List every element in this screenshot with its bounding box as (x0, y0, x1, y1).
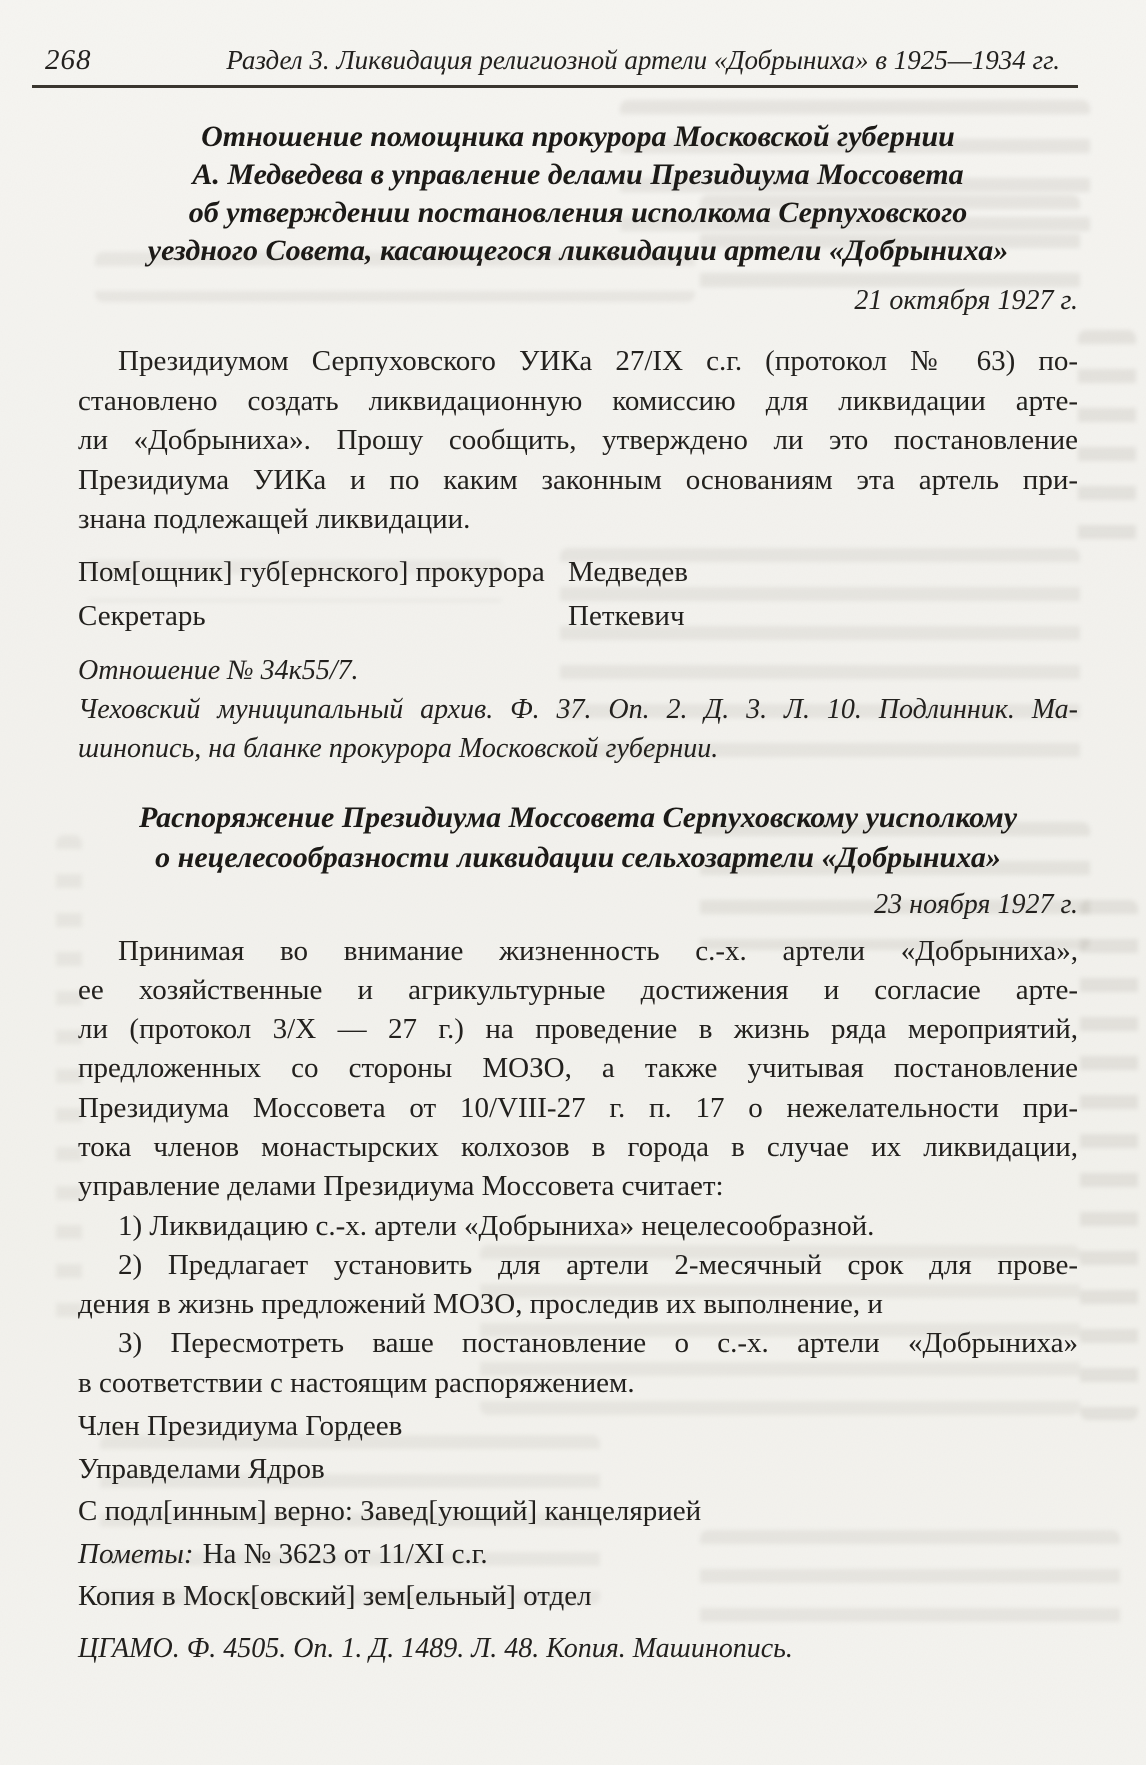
text-line: шинопись, на бланке прокурора Московской губернии. (78, 732, 719, 764)
text-line: 3) Пересмотреть ваше постановление о с.-х. артели «Добрыниха» (118, 1327, 1078, 1360)
doc2-resolution-items (78, 1207, 1078, 1403)
text-line: Член Президиума Гордеев (78, 1410, 403, 1443)
text-line: Президиума Моссовета от 10/VIII-27 г. п. 17 о нежелательности при- (78, 1091, 1078, 1124)
doc2-signatures (78, 1405, 1078, 1533)
text-line: предложенных со стороны МОЗО, а также учитывая постановление (78, 1052, 1078, 1085)
bleedthrough-artifact (1080, 900, 1138, 1420)
notes-text: На № 3623 от 11/XI с.г. (202, 1537, 488, 1570)
text-line: уездного Совета, касающегося ликвидации артели «Добрыниха» (147, 234, 1009, 267)
text-line: С подл[инным] верно: Завед[ующий] канцелярией (78, 1495, 702, 1528)
doc1-title (78, 118, 1078, 270)
text-line: Принимая во внимание жизненность с.-х. артели «Добрыниха», (118, 934, 1078, 967)
text-line: Президиума УИКа и по каким законным основаниям эта артель при- (78, 463, 1078, 496)
resolution-item-1 (78, 1207, 1078, 1246)
text-line: Распоряжение Президиума Моссовета Серпуховскому уисполкому (138, 800, 1018, 834)
signature-role: Секретарь (78, 599, 206, 632)
doc1-date: 21 октября 1927 г. (854, 285, 1078, 316)
running-head-title: Раздел 3. Ликвидация религиозной артели «Добрыниха» в 1925—1934 гг. (226, 45, 1060, 75)
text-line: Управделами Ядров (78, 1452, 325, 1485)
notes-label: Пометы: (78, 1537, 194, 1570)
text-line: Отношение помощника прокурора Московской губернии (201, 120, 955, 153)
text-line: 1) Ликвидацию с.-х. артели «Добрыниха» нецелесообразной. (118, 1209, 875, 1242)
doc2-archive-citation: ЦГАМО. Ф. 4505. Оп. 1. Д. 1489. Л. 48. Копия. Машинопись. (78, 1632, 793, 1664)
text-line: знана подлежащей ликвидации. (78, 503, 471, 535)
document-2 (78, 798, 1078, 1664)
signature-name: Медведев (568, 555, 688, 588)
signature-row (78, 550, 1078, 594)
doc2-date: 23 ноября 1927 г. (874, 888, 1078, 920)
document-1 (78, 118, 1078, 768)
resolution-item-3 (78, 1324, 1078, 1403)
text-line: 2) Предлагает установить для артели 2-месячный срок для прове- (118, 1248, 1078, 1281)
signature-name: Петкевич (568, 599, 685, 632)
bleedthrough-artifact (1078, 330, 1136, 560)
doc2-body-paragraph (78, 932, 1078, 1207)
text-line: Президиумом Серпуховского УИКа 27/IX с.г. (протокол № 63) по- (118, 345, 1078, 377)
text-line: в соответствии с настоящим распоряжением. (78, 1366, 635, 1399)
text-line: А. Медведева в управление делами Президиума Моссовета (192, 158, 964, 191)
text-line: о нецелесообразности ликвидации сельхозартели «Добрыниха» (155, 840, 1001, 874)
resolution-item-2 (78, 1246, 1078, 1325)
signature-role: Пом[ощник] губ[ернского] прокурора (78, 555, 545, 588)
doc1-signatures (78, 550, 1078, 638)
doc2-title (78, 798, 1078, 878)
doc1-archive-citation (78, 690, 1078, 768)
text-line: становлено создать ликвидационную комиссию для ликвидации арте- (78, 384, 1078, 417)
running-header (32, 44, 1078, 88)
text-line: ли «Добрыниха». Прошу сообщить, утверждено ли это постановление (78, 424, 1078, 456)
copy-note-line: Копия в Моск[овский] зем[ельный] отдел (78, 1580, 592, 1613)
text-line: тока членов монастырских колхозов в города в случае их ликвидации, (78, 1130, 1078, 1163)
text-line: ли (протокол 3/X — 27 г.) на проведение в жизнь ряда мероприятий, (78, 1013, 1078, 1046)
text-line: ее хозяйственные и агрикультурные достижения и согласие арте- (78, 973, 1078, 1006)
notes-line (78, 1533, 1078, 1576)
text-line: управление делами Президиума Моссовета считает: (78, 1170, 724, 1203)
text-line: дения в жизнь предложений МОЗО, проследив их выполнение, и (78, 1288, 883, 1321)
doc1-body-paragraph (78, 342, 1078, 540)
text-line: Чеховский муниципальный архив. Ф. 37. Оп. 2. Д. 3. Л. 10. Подлинник. Ма- (78, 693, 1078, 725)
doc1-reference-number: Отношение № 34к55/7. (78, 654, 359, 686)
signature-row (78, 594, 1078, 638)
doc2-notes (78, 1533, 1078, 1618)
page-number: 268 (45, 44, 92, 76)
text-line: об утверждении постановления исполкома Серпуховского (188, 196, 968, 229)
